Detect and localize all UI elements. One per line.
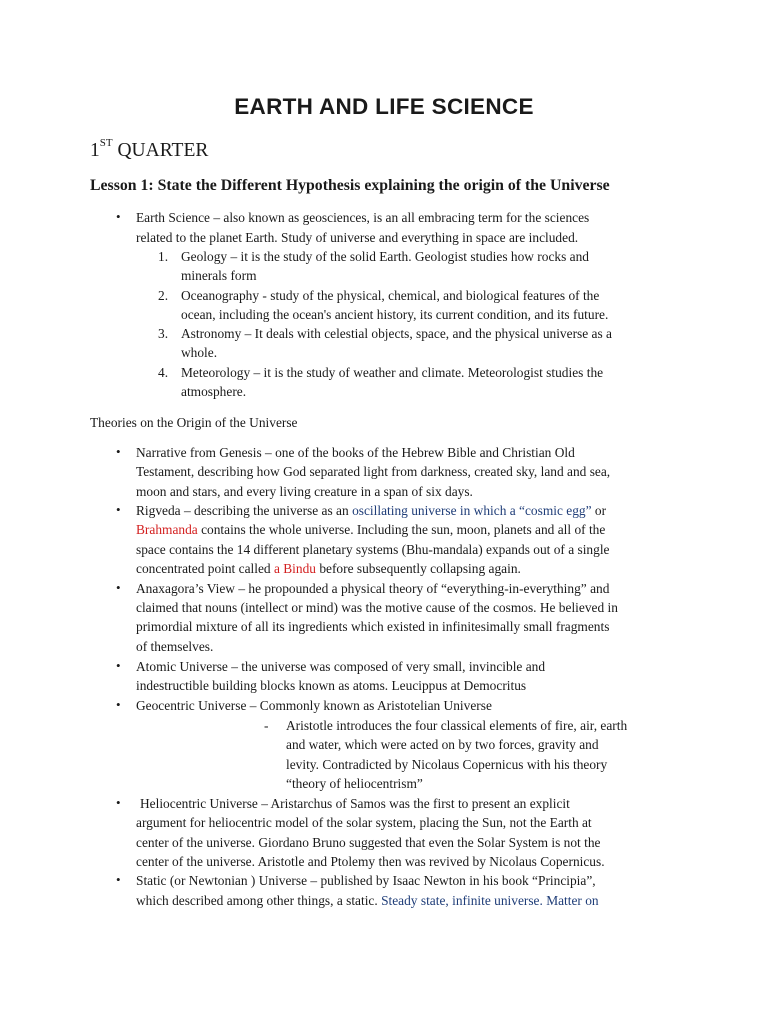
genesis-line-1: Narrative from Genesis – one of the books of the Hebrew Bible and Christian Old — [136, 445, 575, 460]
bullet-marker: • — [116, 580, 121, 595]
earth-science-line-1: Earth Science – also known as geosciences, is an all embracing term for the sciences — [136, 210, 590, 225]
bindu-link[interactable]: a Bindu — [273, 561, 316, 576]
static-line-2 — [136, 891, 599, 911]
static-line-1: Static (or Newtonian ) Universe – published by Isaac Newton in his book “Principia”, — [136, 873, 596, 888]
heliocentric-line-1: Heliocentric Universe – Aristarchus of Samos was the first to present an explicit — [140, 796, 570, 811]
branch-oceanography-line-2: ocean, including the ocean's ancient history, its current condition, and its future. — [181, 307, 609, 322]
quarter-heading — [90, 136, 209, 162]
bullet-marker: • — [116, 658, 121, 673]
static-text: which described among other things, a static. — [136, 893, 382, 908]
branch-oceanography-line-1: Oceanography - study of the physical, chemical, and biological features of the — [181, 288, 600, 303]
branch-number-1: 1. — [158, 249, 169, 264]
branch-geology-line-1: Geology – it is the study of the solid Earth. Geologist studies how rocks and — [181, 249, 589, 264]
heliocentric-line-4: center of the universe. Aristotle and Ptolemy then was revived by Nicolaus Copernicus. — [136, 854, 605, 869]
quarter-superscript: ST — [99, 136, 113, 149]
rigveda-text: Rigveda – describing the universe as an — [136, 503, 353, 518]
lesson-heading: Lesson 1: State the Different Hypothesis explaining the origin of the Universe — [90, 177, 610, 194]
anaxagora-line-3: primordial mixture of all its ingredients which existed in infinitesimally small fragments — [136, 619, 610, 634]
branch-number-2: 2. — [158, 288, 169, 303]
branch-number-4: 4. — [158, 365, 169, 380]
rigveda-line-2 — [136, 520, 605, 540]
quarter-label: QUARTER — [112, 140, 209, 161]
earth-science-line-2: related to the planet Earth. Study of universe and everything in space are included. — [136, 230, 579, 245]
bullet-marker: • — [116, 209, 121, 224]
anaxagora-line-2: claimed that nouns (intellect or mind) was the motive cause of the cosmos. He believed in — [136, 600, 618, 615]
atomic-line-1: Atomic Universe – the universe was composed of very small, invincible and — [136, 659, 546, 674]
rigveda-text: concentrated point called — [136, 561, 274, 576]
steady-state-link[interactable]: Steady state — [381, 893, 446, 908]
cosmic-egg-link[interactable]: oscillating universe in which a “cosmic egg” — [352, 503, 592, 518]
rigveda-text: or — [591, 503, 607, 518]
branch-number-3: 3. — [158, 326, 169, 341]
brahmanda-link[interactable]: Brahmanda — [136, 522, 198, 537]
static-text: . Matter on — [539, 893, 599, 908]
theories-heading: Theories on the Origin of the Universe — [90, 415, 298, 430]
rigveda-line-1 — [136, 501, 606, 521]
rigveda-line-4 — [136, 559, 521, 579]
rigveda-line-3: space contains the 14 different planetary systems (Bhu-mandala) expands out of a single — [136, 542, 610, 557]
infinite-universe-link[interactable]: infinite universe — [452, 893, 540, 908]
branch-meteorology-line-1: Meteorology – it is the study of weather and climate. Meteorologist studies the — [181, 365, 604, 380]
bullet-marker: • — [116, 872, 121, 887]
document-title: EARTH AND LIFE SCIENCE — [234, 94, 534, 119]
heliocentric-line-3: center of the universe. Giordano Bruno suggested that even the Solar System is not the — [136, 835, 601, 850]
aristotle-line-2: and water, which were acted on by two forces, gravity and — [286, 737, 599, 752]
anaxagora-line-4: of themselves. — [136, 639, 214, 654]
anaxagora-line-1: Anaxagora’s View – he propounded a physical theory of “everything-in-everything” and — [136, 581, 610, 596]
aristotle-line-1: Aristotle introduces the four classical elements of fire, air, earth — [286, 718, 628, 733]
branch-astronomy-line-1: Astronomy – It deals with celestial objects, space, and the physical universe as a — [181, 326, 612, 341]
genesis-line-2: Testament, describing how God separated light from darkness, created sky, land and sea, — [136, 464, 611, 479]
branch-astronomy-line-2: whole. — [181, 345, 218, 360]
aristotle-line-3: levity. Contradicted by Nicolaus Copernicus with his theory — [286, 757, 608, 772]
bullet-marker: • — [116, 697, 121, 712]
genesis-line-3: moon and stars, and every living creature in a span of six days. — [136, 484, 473, 499]
dash-marker: - — [264, 718, 269, 733]
bullet-marker: • — [116, 795, 121, 810]
bullet-marker: • — [116, 502, 121, 517]
atomic-line-2: indestructible building blocks known as atoms. Leucippus at Democritus — [136, 678, 527, 693]
branch-geology-line-2: minerals form — [181, 268, 257, 283]
quarter-number: 1 — [90, 140, 100, 161]
static-separator: , — [445, 893, 453, 908]
rigveda-text: before subsequently collapsing again. — [315, 561, 521, 576]
heliocentric-line-2: argument for heliocentric model of the solar system, placing the Sun, not the Earth at — [136, 815, 592, 830]
rigveda-text: contains the whole universe. Including the sun, moon, planets and all of the — [197, 522, 606, 537]
bullet-marker: • — [116, 444, 121, 459]
branch-meteorology-line-2: atmosphere. — [181, 384, 247, 399]
geocentric-line: Geocentric Universe – Commonly known as Aristotelian Universe — [136, 698, 492, 713]
aristotle-line-4: “theory of heliocentrism” — [286, 776, 423, 791]
